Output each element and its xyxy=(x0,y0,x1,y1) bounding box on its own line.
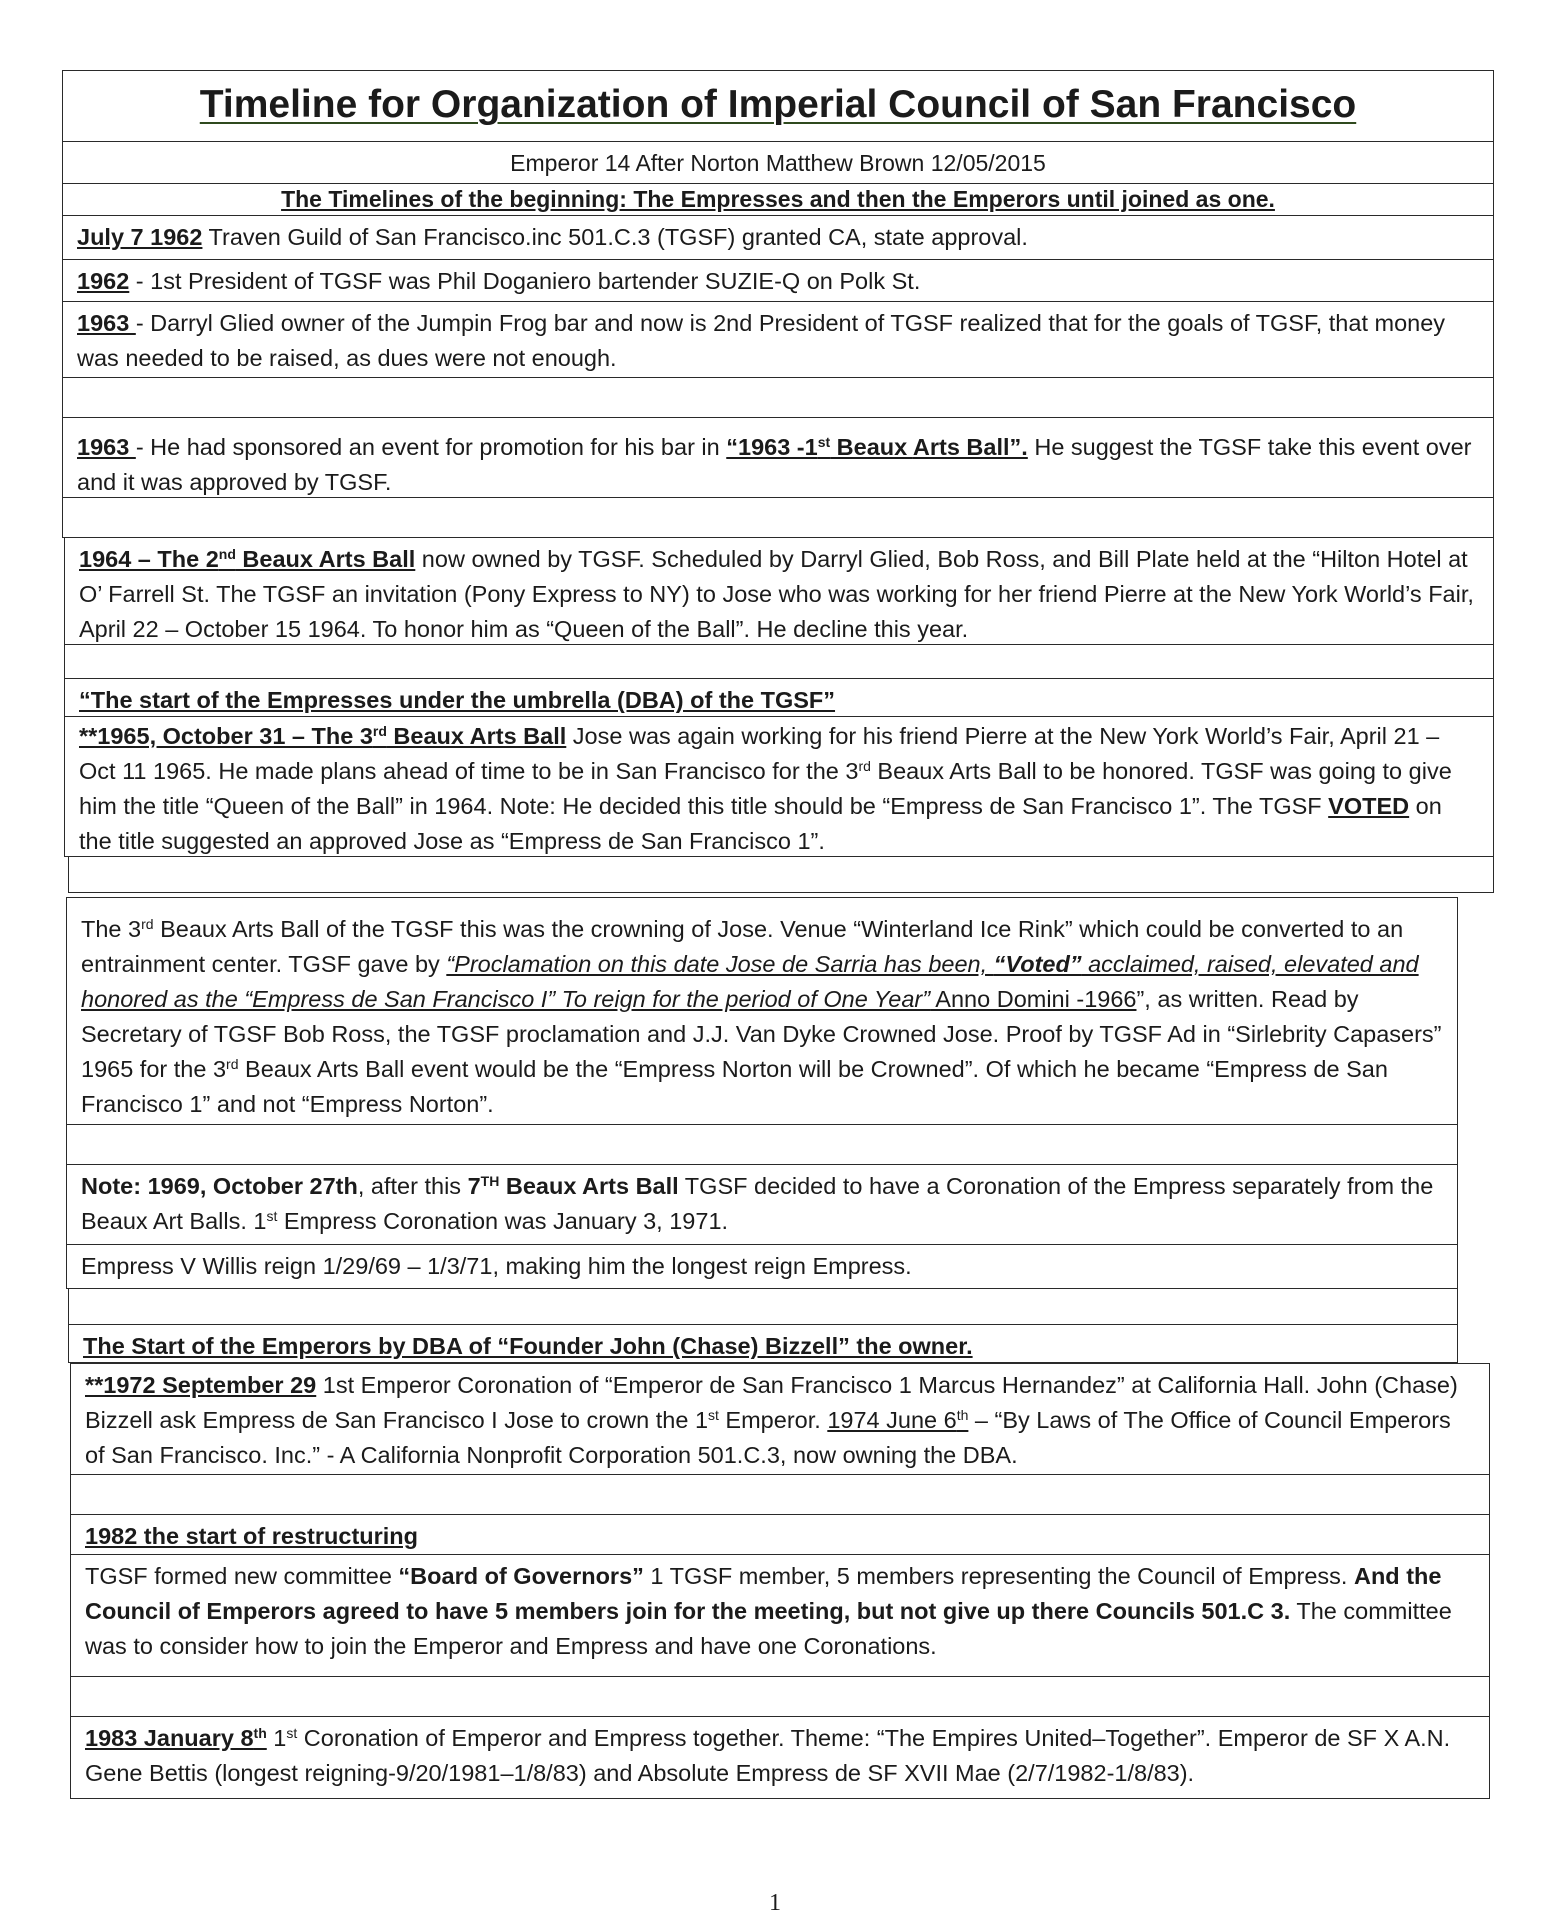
entry-text-2: TGSF decided to have a Coronation of the Empress separately from the Beaux Art Balls. 1 xyxy=(81,1173,1434,1234)
ordinal-sup: rd xyxy=(141,916,154,932)
entry-1969-note xyxy=(66,1165,1458,1245)
proclamation-text-2: acclaimed, raised, elevated and honored as the “Empress de San Francisco I” To reign for the period of One Year” xyxy=(81,951,1419,1012)
ordinal-sup: rd xyxy=(372,723,387,739)
spacer-row xyxy=(62,378,1494,418)
entry-date: **1972 September 29 xyxy=(85,1372,317,1398)
entry-date xyxy=(85,1725,267,1751)
spacer-row xyxy=(68,1289,1458,1325)
note-date: Note: 1969, October 27th xyxy=(81,1173,358,1199)
page-title-text: Timeline for Organization of Imperial Council of San Francisco xyxy=(199,83,1357,126)
entry-heading-b: Beaux Arts Ball xyxy=(235,546,416,572)
ordinal-sup: st xyxy=(266,1208,278,1224)
entry-text: now owned by TGSF. Scheduled by Darryl Glied, Bob Ross, and Bill Plate held at the “Hilton Hotel at O’ Farrell St. The TGSF an invitation (Pony Express to NY) to Jose who was working for her friend Pierre at the New York World’s Fair, April 22 – October 15 1964. To honor him as “Queen of the Ball”. He decline this year. xyxy=(79,546,1474,642)
entry-text-2: Emperor. xyxy=(718,1407,828,1433)
emperor-heading-text: The Start of the Emperors by DBA of “Founder John (Chase) Bizzell” the owner. xyxy=(83,1333,973,1359)
entry-date: 1963 xyxy=(77,310,136,336)
ordinal-sup: rd xyxy=(226,1056,239,1072)
proclamation-text: “Proclamation on this date Jose de Sarria has been, xyxy=(446,951,994,977)
entry-date: 1962 xyxy=(77,268,130,294)
emperors-agreement: And the Council of Emperors agreed to have 5 members join for the meeting, but not give up there Councils 501.C 3. xyxy=(85,1563,1442,1624)
ordinal-sup: st xyxy=(708,1407,719,1423)
entry-heading-a: 1964 – The 2 xyxy=(79,546,219,572)
ordinal-sup: th xyxy=(253,1725,267,1741)
restructure-heading xyxy=(70,1515,1490,1555)
entry-text: Coronation of Emperor and Empress together. Theme: “The Empires United–Together”. Emperor de SF X A.N. Gene Bettis (longest reigning-9/20/1981–1/8/83) and Absolute Empress de SF XVII Mae (2/7/1982-1/8/83). xyxy=(85,1725,1451,1786)
empress-heading-text: “The start of the Empresses under the umbrella (DBA) of the TGSF” xyxy=(79,687,836,713)
page-title xyxy=(62,70,1494,142)
bylaws-date-text: 1974 June 6 xyxy=(827,1407,957,1433)
entry-text: The 3 xyxy=(81,916,142,942)
entry-1964-second-ball xyxy=(64,538,1494,645)
page-number: 1 xyxy=(769,1890,781,1916)
entry-text: TGSF formed new committee xyxy=(85,1563,399,1589)
spacer-row xyxy=(64,645,1494,679)
intro-heading-text: The Timelines of the beginning: The Empresses and then the Emperors until joined as one. xyxy=(281,186,1275,212)
spacer-row xyxy=(70,1677,1490,1717)
entry-empress-willis xyxy=(66,1245,1458,1289)
entry-heading-b: Beaux Arts Ball xyxy=(386,723,567,749)
entry-date-text: 1983 January 8 xyxy=(85,1725,254,1751)
entry-text-2: 1 TGSF member, 5 members representing the Council of Empress. xyxy=(643,1563,1354,1589)
entry-1965-third-ball xyxy=(64,717,1494,857)
restructure-heading-text: 1982 the start of restructuring xyxy=(85,1523,419,1549)
bylaws-date xyxy=(827,1407,968,1433)
empress-section-heading xyxy=(64,679,1494,717)
entry-text-2: Beaux Arts Ball of the TGSF this was the crowning of Jose. Venue “Winterland Ice Rink” which could be converted to an entrainment center. TGSF gave by xyxy=(81,916,1404,977)
ordinal-sup: st xyxy=(817,434,831,450)
ball-number: 7 xyxy=(467,1173,481,1199)
spacer-row xyxy=(68,857,1494,893)
entry-1962-july xyxy=(62,216,1494,260)
ordinal-sup: TH xyxy=(480,1173,500,1189)
entry-text: 1st Emperor Coronation of “Emperor de San Francisco 1 Marcus Hernandez” at California Hall. John (Chase) Bizzell ask Empress de San Francisco I Jose to crown the 1 xyxy=(85,1372,1458,1433)
entry-heading xyxy=(79,723,566,749)
entry-text-3: on the title suggested an approved Jose as “Empress de San Francisco 1”. xyxy=(79,793,1442,854)
entry-1963-glied xyxy=(62,302,1494,378)
entry-1972-first-emperor xyxy=(70,1363,1490,1475)
entry-heading xyxy=(79,546,415,572)
entry-text: - He had sponsored an event for promotion for his bar in xyxy=(135,434,727,460)
entry-text: Traven Guild of San Francisco.inc 501.C.3 (TGSF) granted CA, state approval. xyxy=(202,224,1028,250)
entry-date: July 7 1962 xyxy=(77,224,203,250)
entry-text-3: The committee was to consider how to join the Emperor and Empress and have one Coronations. xyxy=(85,1598,1452,1659)
entry-text-2: Beaux Arts Ball to be honored. TGSF was going to give him the title “Queen of the Ball” in 1964. Note: He decided this title should be “Empress de San Francisco 1”. The TGSF xyxy=(79,758,1452,819)
entry-text-4: Beaux Arts Ball event would be the “Empress Norton will be Crowned”. Of which he became “Empress de San Francisco 1” and not “Empress Norton”. xyxy=(81,1056,1388,1117)
entry-text-3: Empress Coronation was January 3, 1971. xyxy=(277,1208,729,1234)
ball-name: Beaux Arts Ball xyxy=(499,1173,679,1199)
entry-text-2: He suggest the TGSF take this event over and it was approved by TGSF. xyxy=(77,434,1472,495)
entry-1965-crowning xyxy=(66,897,1458,1125)
entry-text: , after this xyxy=(357,1173,468,1199)
ordinal-sup: nd xyxy=(218,546,236,562)
ordinal-sup: rd xyxy=(858,758,871,774)
entry-1962-president xyxy=(62,260,1494,302)
voted-word: VOTED xyxy=(1328,793,1410,819)
spacer-row xyxy=(70,1475,1490,1515)
entry-date: 1963 xyxy=(77,434,136,460)
entry-1982-board xyxy=(70,1555,1490,1677)
ordinal-sup: th xyxy=(956,1407,969,1423)
entry-text-3: – “By Laws of The Office of Council Emperors of San Francisco. Inc.” - A California Nonprofit Corporation 501.C.3, now owning the DBA. xyxy=(85,1407,1451,1468)
entry-text: - Darryl Glied owner of the Jumpin Frog bar and now is 2nd President of TGSF realized that for the goals of TGSF, that money was needed to be raised, as dues were not enough. xyxy=(77,310,1446,371)
proclamation-voted: “Voted” xyxy=(993,951,1082,977)
intro-heading xyxy=(62,184,1494,216)
ordinal-sup: st xyxy=(286,1725,298,1741)
entry-1983-joint-coronation xyxy=(70,1717,1490,1799)
entry-heading-a: **1965, October 31 – The 3 xyxy=(79,723,373,749)
spacer-row xyxy=(62,498,1494,538)
entry-text-3: ”, as written. Read by Secretary of TGSF Bob Ross, the TGSF proclamation and J.J. Van Dyke Crowned Jose. Proof by TGSF Ad in “Sirlebrity Capasers” 1965 for the 3 xyxy=(81,986,1442,1082)
entry-1963-first-ball xyxy=(62,418,1494,498)
timeline-table xyxy=(62,70,1494,1799)
ball-name-b: Beaux xyxy=(830,434,913,460)
ball-name-a: “1963 -1 xyxy=(726,434,818,460)
entry-text-0: 1 xyxy=(266,1725,287,1751)
entry-text: Jose was again working for his friend Pierre at the New York World’s Fair, April 21 – Oct 11 1965. He made plans ahead of time to be in San Francisco for the 3 xyxy=(79,723,1440,784)
spacer-row xyxy=(66,1125,1458,1165)
board-name: “Board of Governors” xyxy=(398,1563,644,1589)
author-line: Emperor 14 After Norton Matthew Brown 12/05/2015 xyxy=(62,142,1494,184)
ball-name xyxy=(726,434,1028,460)
emperor-section-heading xyxy=(68,1325,1458,1363)
entry-text: Empress V Willis reign 1/29/69 – 1/3/71, making him the longest reign Empress. xyxy=(81,1253,912,1279)
entry-text: - 1st President of TGSF was Phil Doganiero bartender SUZIE-Q on Polk St. xyxy=(129,268,921,294)
anno-domini: Anno Domini -1966 xyxy=(930,986,1137,1012)
ball-name-c: Arts Ball”. xyxy=(912,434,1028,460)
